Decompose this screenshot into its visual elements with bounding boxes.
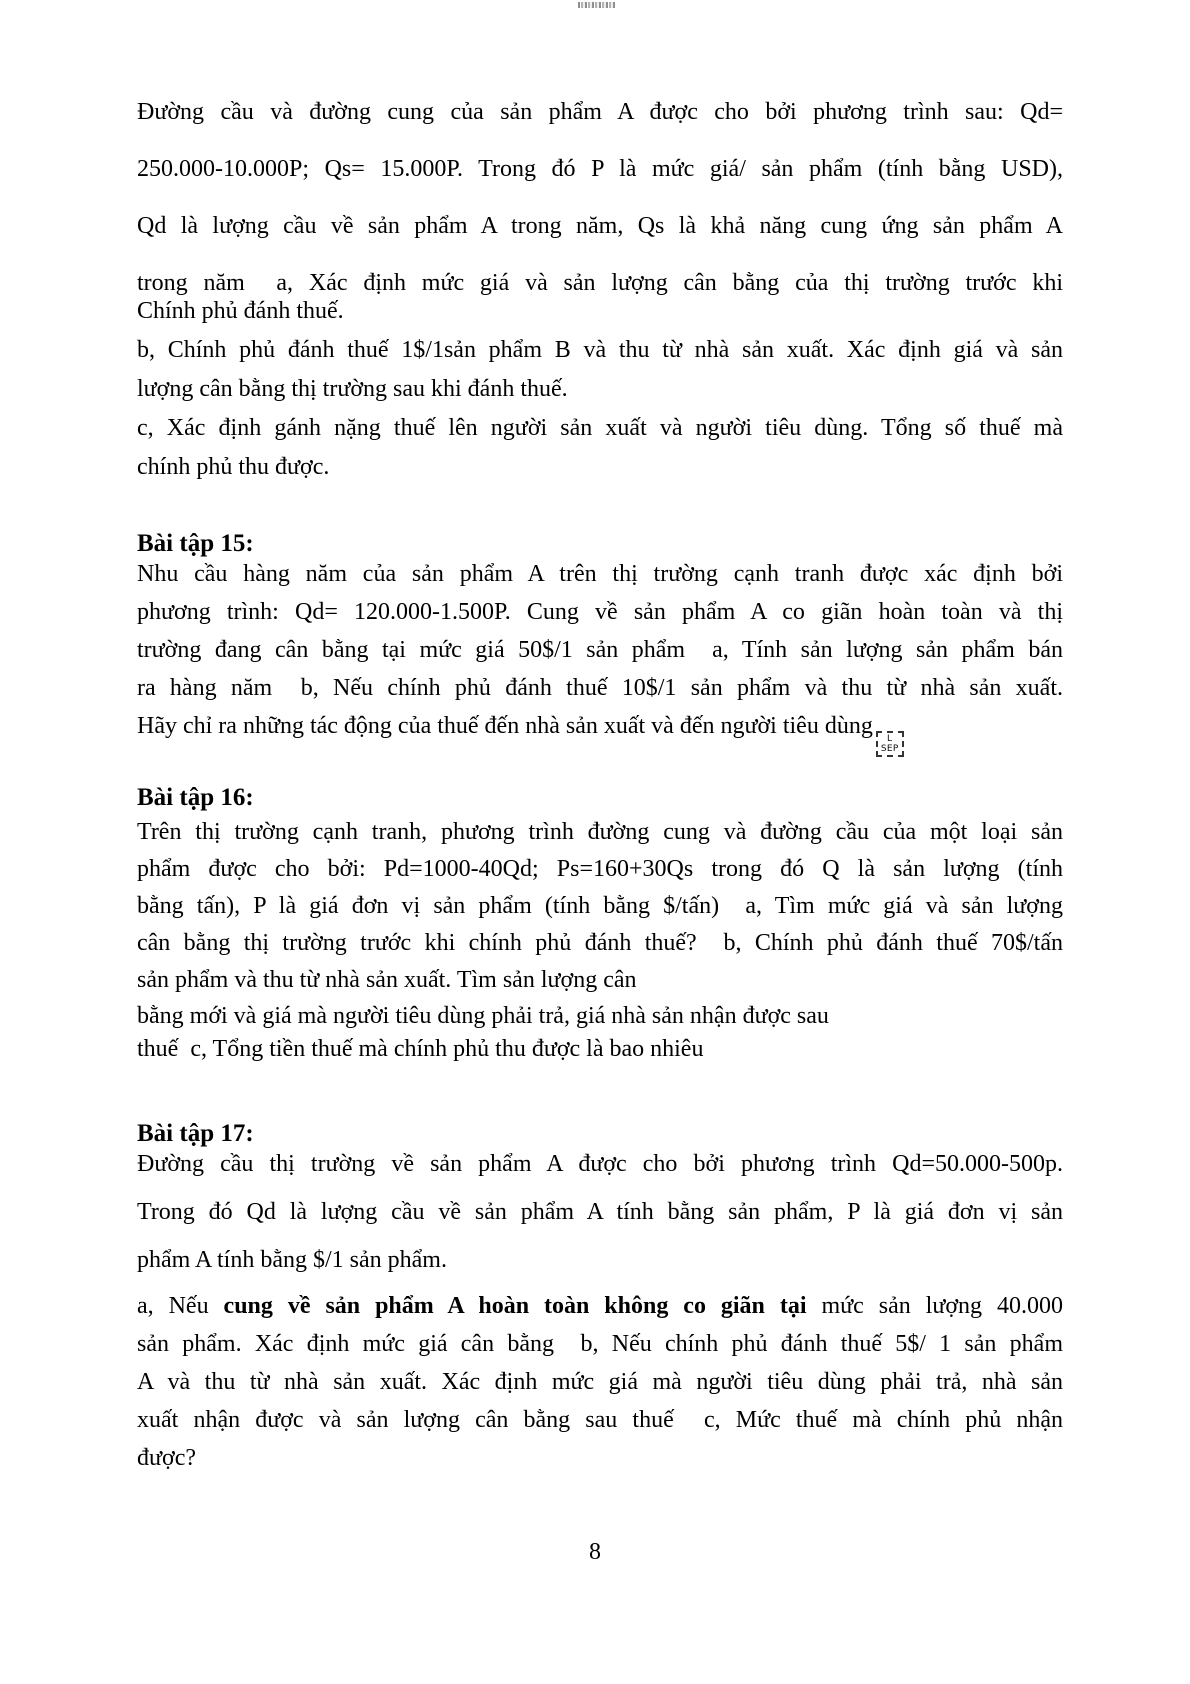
text-line [137,555,1063,593]
text-segment: chính phủ thu được. [137,454,330,480]
text-segment: Hãy chỉ ra những tác động của thuế đến nhà sản xuất và đến người tiêu dùng [137,713,873,739]
text-line [137,84,1063,141]
text-line [137,409,1063,448]
text-segment: Đường cầu và đường cung của sản phẩm A được cho bởi phương trình sau: Qd= [137,99,1063,125]
text-line [137,1401,1063,1439]
text-segment: 250.000-10.000P; Qs= 15.000P. Trong đó P là mức giá/ sản phẩm (tính bằng USD), [137,156,1063,182]
text-segment: Trên thị trường cạnh tranh, phương trình đường cung và đường cầu của một loại sản [137,819,1063,845]
paragraph-ex14-intro [137,84,1063,312]
text-segment: trong năm a, Xác định mức giá và sản lượng cân bằng của thị trường trước khi [137,270,1063,296]
text-segment: được? [137,1445,197,1471]
text-line [137,1236,1063,1284]
sep-mark-text: SEP [880,744,899,754]
text-segment: xuất nhận được và sản lượng cân bằng sau thuế c, Mức thuế mà chính phủ nhận [137,1407,1063,1433]
text-line [137,814,1063,851]
sep-mark-text: L [887,734,893,744]
text-line [137,370,1063,409]
text-segment: Chính phủ đánh thuế. [137,298,344,324]
text-line [137,888,1063,925]
text-segment: bằng mới và giá mà người tiêu dùng phải trả, giá nhà sản nhận được sau [137,1003,829,1029]
text-segment: sản phẩm. Xác định mức giá cân bằng b, Nếu chính phủ đánh thuế 5$/ 1 sản phẩm [137,1331,1063,1357]
text-segment: ra hàng năm b, Nếu chính phủ đánh thuế 10$/1 sản phẩm và thu từ nhà sản xuất. [137,675,1063,701]
text-segment: b, Chính phủ đánh thuế 1$/1sản phẩm B và thu từ nhà sản xuất. Xác định giá và sản [137,337,1063,363]
exercise-16-heading: Bài tập 16: [137,784,254,811]
text-line [137,1188,1063,1236]
paragraph-ex17-questions [137,1287,1063,1477]
text-segment: mức sản lượng 40.000 [806,1293,1064,1319]
text-segment: Nhu cầu hàng năm của sản phẩm A trên thị trường cạnh tranh được xác định bởi [137,561,1063,587]
text-segment: Trong đó Qd là lượng cầu về sản phẩm A tính bằng sản phẩm, P là giá đơn vị sản [137,1199,1063,1225]
text-line [137,448,1063,487]
text-line [137,593,1063,631]
text-line [137,669,1063,707]
text-line [137,851,1063,888]
paragraph-ex16-tail [137,1000,1063,1066]
text-segment: Qd là lượng cầu về sản phẩm A trong năm, Qs là khả năng cung ứng sản phẩm A [137,213,1063,239]
text-line [137,1140,1063,1188]
text-segment: sản phẩm và thu từ nhà sản xuất. Tìm sản lượng cân [137,967,637,993]
text-line [137,1363,1063,1401]
paragraph-ex15-body [137,555,1063,757]
text-segment: A và thu từ nhà sản xuất. Xác định mức giá mà người tiêu dùng phải trả, nhà sản [137,1369,1063,1395]
page-number: 8 [589,1539,601,1565]
paragraph-ex16-body [137,814,1063,999]
text-line [137,962,1063,999]
text-segment: cân bằng thị trường trước khi chính phủ đánh thuế? b, Chính phủ đánh thuế 70$/tấn [137,930,1063,956]
text-line [137,707,1063,757]
text-segment: Đường cầu thị trường về sản phẩm A được cho bởi phương trình Qd=50.000-500p. [137,1151,1063,1177]
sep-formatting-mark [876,731,904,757]
text-line [137,1000,1063,1033]
text-segment: trường đang cân bằng tại mức giá 50$/1 sản phẩm a, Tính sản lượng sản phẩm bán [137,637,1063,663]
text-segment: phẩm được cho bởi: Pd=1000-40Qd; Ps=160+30Qs trong đó Q là sản lượng (tính [137,856,1063,882]
text-line [137,1439,1063,1477]
paragraph-ex17-intro [137,1140,1063,1284]
page-top-artifact [578,2,616,8]
text-line [137,925,1063,962]
text-segment: lượng cân bằng thị trường sau khi đánh thuế. [137,376,568,402]
text-segment: bằng tấn), P là giá đơn vị sản phẩm (tính bằng $/tấn) a, Tìm mức giá và sản lượng [137,893,1063,919]
text-line [137,331,1063,370]
bold-text-segment: cung về sản phẩm A hoàn toàn không co giãn tại [223,1293,807,1319]
text-segment: phẩm A tính bằng $/1 sản phẩm. [137,1247,447,1273]
text-line [137,1033,1063,1066]
text-segment: thuế c, Tổng tiền thuế mà chính phủ thu được là bao nhiêu [137,1036,704,1062]
text-line [137,141,1063,198]
text-line [137,198,1063,255]
text-line [137,1287,1063,1325]
paragraph-ex14-questions [137,292,1063,487]
text-line [137,1325,1063,1363]
text-segment: a, Nếu [137,1293,224,1319]
text-line [137,631,1063,669]
text-segment: c, Xác định gánh nặng thuế lên người sản xuất và người tiêu dùng. Tổng số thuế mà [137,415,1063,441]
exercise-17-heading: Bài tập 17: [137,1120,254,1147]
exercise-15-heading: Bài tập 15: [137,530,254,557]
text-line [137,292,1063,331]
text-segment: phương trình: Qd= 120.000-1.500P. Cung về sản phẩm A co giãn hoàn toàn và thị [137,599,1063,625]
